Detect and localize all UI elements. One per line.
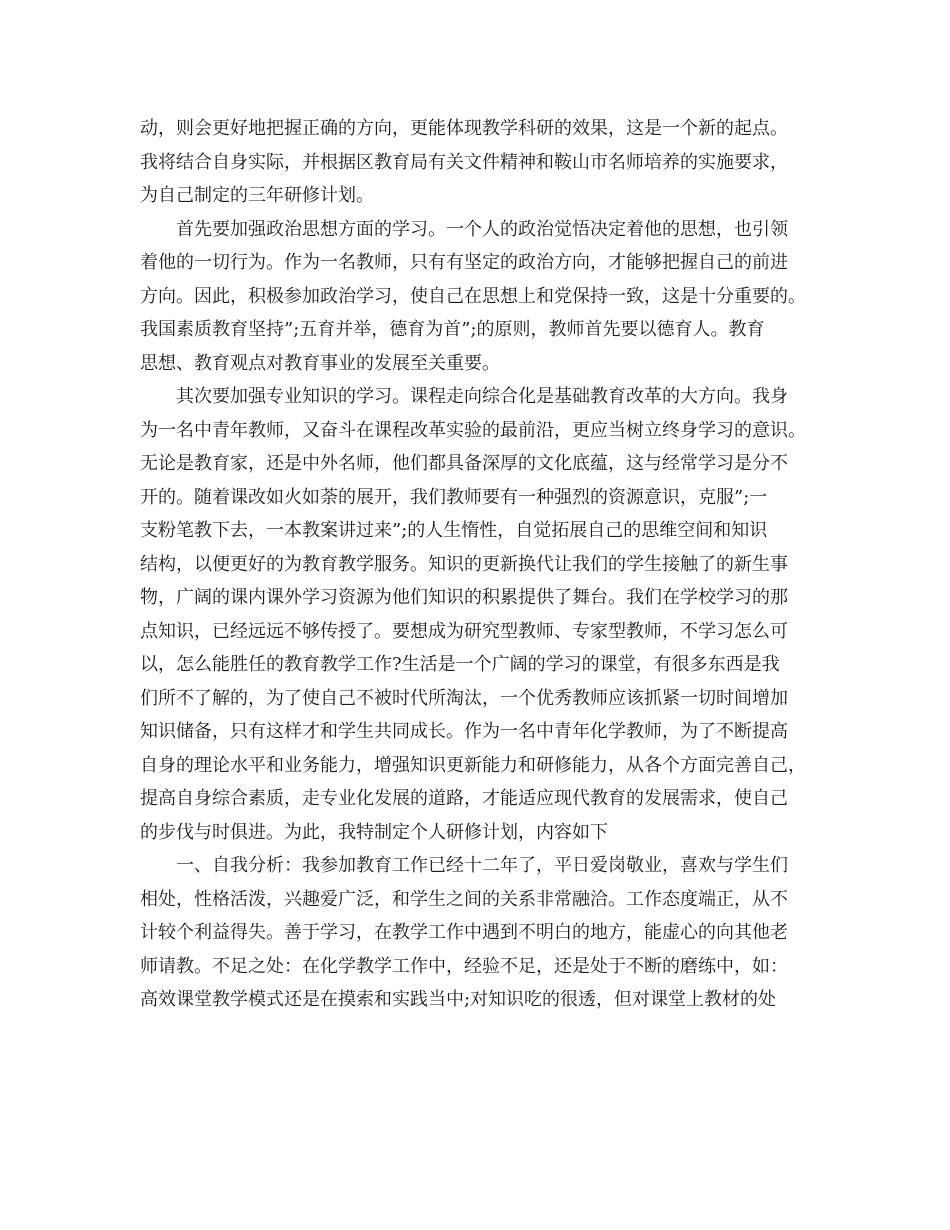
text-line: 知识储备，只有这样才和学生共同成长。作为一名中青年化学教师，为了不断提高: [140, 721, 788, 742]
text-line: 计较个利益得失。善于学习，在教学工作中遇到不明白的地方，能虚心的向其他老: [140, 922, 788, 943]
text-line: 提高自身综合素质，走专业化发展的道路，才能适应现代教育的发展需求，使自己: [140, 788, 788, 809]
text-line: 自身的理论水平和业务能力，增强知识更新能力和研修能力，从各个方面完善自己，: [140, 754, 806, 776]
text-line: 着他的一切行为。作为一名教师，只有有坚定的政治方向，才能够把握自己的前进: [140, 252, 788, 273]
text-line: 相处，性格活泼，兴趣爱广泛，和学生之间的关系非常融洽。工作态度端正，从不: [140, 888, 788, 910]
text-line: 高效课堂教学模式还是在摸索和实践当中;对知识吃的很透，但对课堂上教材的处: [140, 989, 777, 1010]
text-line: 结构，以便更好的为教育教学服务。知识的更新换代让我们的学生接触了的新生事: [140, 553, 788, 575]
text-line: 点知识，已经远远不够传授了。要想成为研究型教师、专家型教师，不学习怎么可: [140, 620, 788, 642]
text-line: 思想、教育观点对教育事业的发展至关重要。: [140, 352, 500, 374]
text-line: 我将结合自身实际，并根据区教育局有关文件精神和鞍山市名师培养的实施要求，: [140, 151, 788, 173]
text-line: 物，广阔的课内课外学习资源为他们知识的积累提供了舞台。我们在学校学习的那: [140, 587, 788, 608]
body-text: [140, 112, 830, 1017]
paragraph-start-line: 首先要加强政治思想方面的学习。一个人的政治觉悟决定着他的思想，也引领: [176, 218, 788, 240]
text-line: 我国素质教育坚持”;五育并举，德育为首”;的原则，教师首先要以德育人。教育: [140, 319, 765, 340]
text-line: 师请教。不足之处：在化学教学工作中，经验不足，还是处于不断的磨练中，如：: [140, 955, 788, 977]
text-line: 的步伐与时俱进。为此，我特制定个人研修计划，内容如下: [140, 821, 608, 843]
text-line: 以，怎么能胜任的教育教学工作?生活是一个广阔的学习的课堂，有很多东西是我: [140, 654, 780, 675]
text-line: 为一名中青年教师，又奋斗在课程改革实验的最前沿，更应当树立终身学习的意识。: [140, 419, 806, 441]
text-line: 开的。随着课改如火如荼的展开，我们教师要有一种强烈的资源意识，克服”;一: [140, 486, 768, 508]
text-line: 方向。因此，积极参加政治学习，使自己在思想上和党保持一致，这是十分重要的。: [140, 285, 806, 307]
text-line: 们所不了解的，为了使自己不被时代所淘汰，一个优秀教师应该抓紧一切时间增加: [140, 687, 788, 709]
text-line: 无论是教育家，还是中外名师，他们都具备深厚的文化底蕴，这与经常学习是分不: [140, 453, 788, 474]
paragraph-start-line: 其次要加强专业知识的学习。课程走向综合化是基础教育改革的大方向。我身: [176, 386, 788, 407]
text-line: 动，则会更好地把握正确的方向，更能体现教学科研的效果，这是一个新的起点。: [140, 118, 788, 139]
text-line: 为自己制定的三年研修计划。: [140, 185, 374, 206]
text-line: 支粉笔教下去，一本教案讲过来”;的人生惰性，自觉拓展自己的思维空间和知识: [140, 520, 768, 541]
paragraph-start-line: 一、自我分析：我参加教育工作已经十二年了，平日爱岗敬业，喜欢与学生们: [176, 855, 788, 876]
